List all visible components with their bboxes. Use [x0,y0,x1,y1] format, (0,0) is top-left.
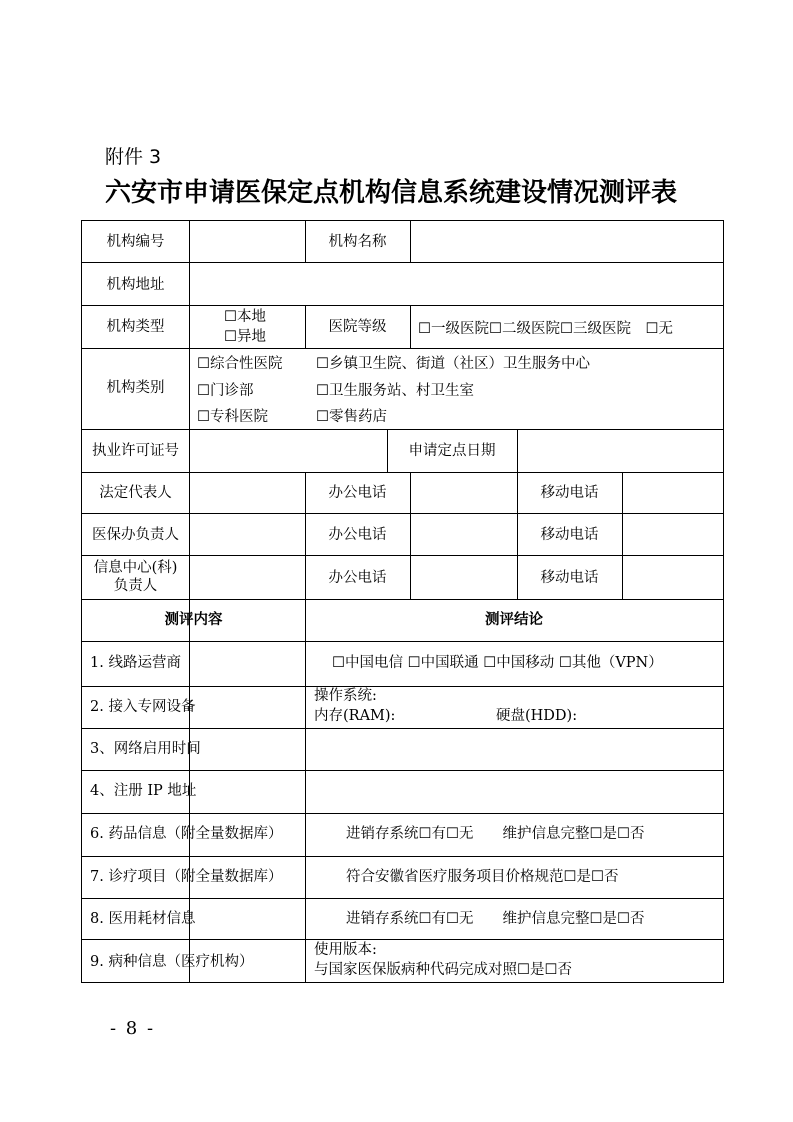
eval-content-header: 测评内容 [164,612,223,628]
eval-conclusion-header: 测评结论 [485,612,543,628]
eval-result[interactable]: 进销存系统☐有☐无 维护信息完整☐是☐否 [346,911,645,927]
eval-item: 8. 医用耗材信息 [90,911,196,927]
eval-result[interactable]: ☐中国电信 ☐中国联通 ☐中国移动 ☐其他（VPN） [332,655,663,671]
eval-result-os: 操作系统: [314,688,377,704]
eval-item: 3、网络启用时间 [90,741,201,757]
eval-item: 7. 诊疗项目（附全量数据库） [90,869,283,885]
info-head-label-2: 负责人 [113,578,158,594]
office-phone-label: 办公电话 [328,570,387,586]
page-title: 六安市申请医保定点机构信息系统建设情况测评表 [105,178,678,208]
attachment-label: 附件 3 [105,146,162,168]
category-township-checkbox[interactable]: ☐乡镇卫生院、街道（社区）卫生服务中心 [316,356,590,372]
hospital-level-label: 医院等级 [328,319,387,335]
eval-item: 4、注册 IP 地址 [90,783,197,799]
org-address-label: 机构地址 [106,277,165,293]
office-phone-label: 办公电话 [328,527,387,543]
eval-item: 6. 药品信息（附全量数据库） [90,826,283,842]
hospital-level-options[interactable]: ☐一级医院☐二级医院☐三级医院 ☐无 [418,321,673,337]
category-station-checkbox[interactable]: ☐卫生服务站、村卫生室 [316,383,474,399]
eval-result[interactable]: 进销存系统☐有☐无 维护信息完整☐是☐否 [346,826,645,842]
eval-result-mapping[interactable]: 与国家医保版病种代码完成对照☐是☐否 [314,962,572,978]
org-category-label: 机构类别 [106,380,165,396]
eval-result[interactable]: 符合安徽省医疗服务项目价格规范☐是☐否 [346,869,619,885]
mobile-phone-label: 移动电话 [540,570,599,586]
evaluation-form-table [81,220,724,983]
apply-date-label: 申请定点日期 [408,443,496,459]
page-number: - 8 - [110,1018,156,1039]
org-type-remote-checkbox[interactable]: ☐异地 [224,329,266,345]
eval-item: 2. 接入专网设备 [90,699,196,715]
info-head-label: 信息中心(科) [93,560,178,576]
insurance-head-label: 医保办负责人 [92,527,179,543]
org-type-label: 机构类型 [106,319,165,335]
eval-result-version: 使用版本: [314,942,377,958]
legal-rep-label: 法定代表人 [99,485,172,501]
category-pharmacy-checkbox[interactable]: ☐零售药店 [316,409,387,425]
org-type-local-checkbox[interactable]: ☐本地 [224,309,266,325]
category-specialty-checkbox[interactable]: ☐专科医院 [197,409,268,425]
eval-item: 1. 线路运营商 [90,655,181,671]
eval-item: 9. 病种信息（医疗机构） [90,954,254,970]
office-phone-label: 办公电话 [328,485,387,501]
mobile-phone-label: 移动电话 [540,527,599,543]
org-name-label: 机构名称 [328,234,387,250]
eval-result-hdd: 硬盘(HDD): [496,708,578,724]
mobile-phone-label: 移动电话 [540,485,599,501]
category-general-checkbox[interactable]: ☐综合性医院 [197,356,283,372]
eval-result-ram: 内存(RAM): [314,708,396,724]
org-code-label: 机构编号 [106,234,165,250]
license-no-label: 执业许可证号 [92,443,179,459]
category-clinic-checkbox[interactable]: ☐门诊部 [197,383,254,399]
